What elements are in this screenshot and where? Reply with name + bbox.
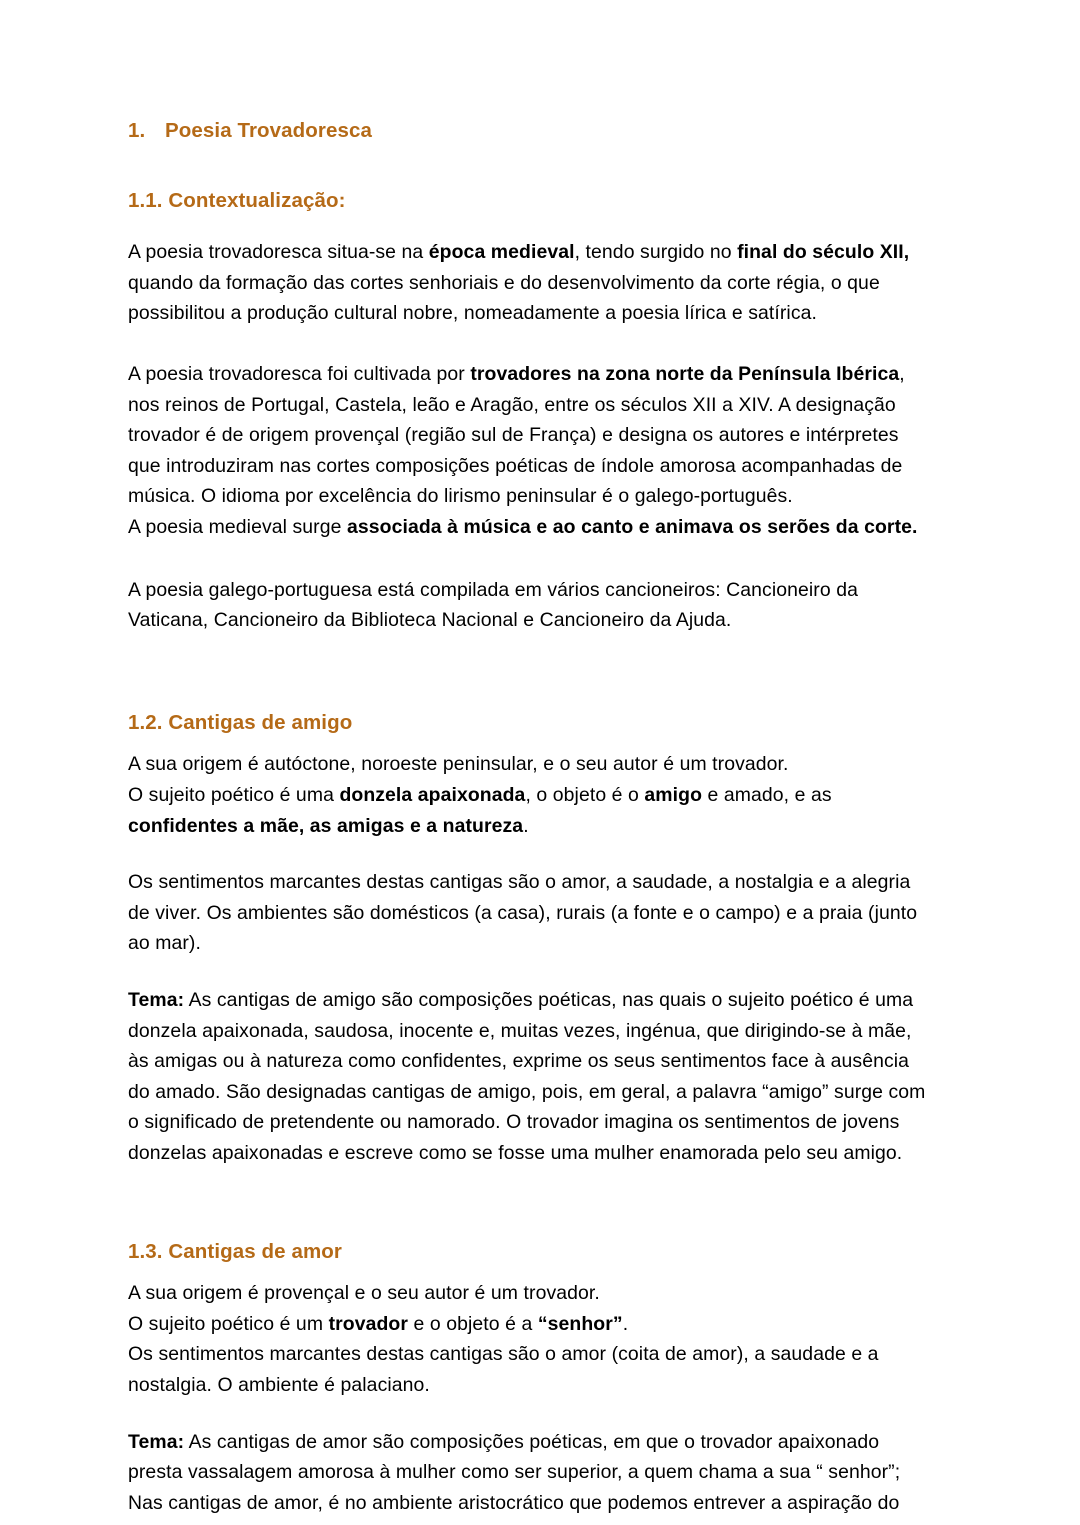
text-run: e o objeto é a [408, 1312, 538, 1335]
text-run: , nos reinos de Portugal, Castela, leão e Aragão, entre os séculos XII a XIV. A designação trovador é de origem provençal (região sul de França) e designa os autores e intérpretes que introduziram nas cortes composições poéticas de índole amorosa acompanhadas de música. O idioma por excelência do lirismo peninsular é o galego-português. [128, 363, 905, 508]
bold-run: donzela apaixonada [339, 784, 526, 806]
section-1-3-heading: 1.3. Cantigas de amor [128, 1239, 343, 1263]
text-run: , o objeto é o [525, 784, 645, 806]
text-run: O sujeito poético é um [128, 1312, 329, 1335]
text-run: , tendo surgido no [574, 241, 738, 264]
spacer [128, 144, 933, 188]
spacer [128, 1169, 933, 1239]
tema-label: Tema: [128, 988, 185, 1011]
section-1-2-paragraph-1: A sua origem é autóctone, noroeste peninsular, e o seu autor é um trovador. [128, 753, 789, 776]
section-1-2-paragraph-3: Os sentimentos marcantes destas cantigas são o amor, a saudade, a nostalgia e a alegria de viver. Os ambientes são domésticos (a casa), rurais (a fonte e o campo) e a praia (junto ao mar). [128, 871, 918, 955]
text-run: O sujeito poético é uma [128, 784, 340, 806]
text-run: quando da formação das cortes senhoriais e do desenvolvimento da corte régia, o que possibilitou a produção cultural nobre, nomeadamente a poesia lírica e satírica. [128, 271, 880, 325]
section-1-1-paragraph-3 [128, 512, 933, 543]
section-1-3-paragraph-1: A sua origem é provençal e o seu autor é um trovador. [128, 1282, 600, 1305]
text-run: A poesia trovadoresca foi cultivada por [128, 363, 471, 386]
bold-run: “senhor” [537, 1312, 623, 1335]
spacer [128, 636, 933, 710]
section-1-3-paragraph-2 [128, 1309, 933, 1340]
bold-run: final do século XII, [737, 241, 910, 264]
section-1-1-heading: 1.1. Contextualização: [128, 188, 346, 212]
spacer [128, 959, 933, 985]
tema-label: Tema: [128, 1430, 185, 1453]
section-1-2-paragraph-4 [128, 985, 933, 1169]
section-1-title: Poesia Trovadoresca [165, 119, 373, 142]
section-1-1-paragraph-2 [128, 359, 933, 512]
spacer [128, 213, 933, 237]
section-1-heading [128, 118, 933, 144]
bold-run: trovadores na zona norte da Península Ibérica [470, 363, 900, 386]
text-run: . [622, 1312, 629, 1335]
text-run: A poesia trovadoresca situa-se na [128, 241, 429, 264]
bold-run: associada à música e ao canto e animava os serões da corte. [347, 516, 918, 538]
section-1-1-paragraph-4: A poesia galego-portuguesa está compilada em vários cancioneiros: Cancioneiro da Vaticana, Cancioneiro da Biblioteca Nacional e Cancioneiro da Ajuda. [128, 578, 858, 632]
spacer [128, 841, 933, 867]
document-body [128, 118, 933, 1518]
spacer [128, 1264, 933, 1278]
section-1-3-paragraph-4 [128, 1427, 933, 1519]
spacer [128, 735, 933, 749]
spacer [128, 1401, 933, 1427]
spacer [128, 543, 933, 575]
bold-run: trovador [328, 1312, 408, 1335]
bold-run: época medieval [428, 241, 575, 264]
section-1-2-paragraph-2 [128, 780, 933, 841]
bold-run: amigo [644, 784, 703, 806]
text-run: A poesia medieval surge [128, 516, 347, 538]
section-1-2-heading: 1.2. Cantigas de amigo [128, 710, 353, 734]
bold-run: confidentes a mãe, as amigas e a natureza [128, 814, 524, 837]
section-1-list [128, 118, 933, 144]
spacer [128, 329, 933, 359]
section-1-3-paragraph-3: Os sentimentos marcantes destas cantigas são o amor (coita de amor), a saudade e a nostalgia. O ambiente é palaciano. [128, 1343, 879, 1396]
text-run: . [523, 814, 529, 837]
section-1-number: 1. [128, 119, 146, 142]
section-1-1-paragraph-1 [128, 237, 933, 329]
text-run: e amado, e as [702, 784, 832, 806]
text-run: As cantigas de amigo são composições poéticas, nas quais o sujeito poético é uma donzela apaixonada, saudosa, inocente e, muitas vezes, ingénua, que dirigindo-se à mãe, às amigas ou à natureza como confidentes, exprime os seus sentimentos face à ausência do amado. São designadas cantigas de amigo, pois, em geral, a palavra “amigo” surge com o significado de pretendente ou namorado. O trovador imagina os sentimentos de jovens donzelas apaixonadas e escreve como se fosse uma mulher enamorada pelo seu amigo. [128, 988, 926, 1164]
text-run: As cantigas de amor são composições poéticas, em que o trovador apaixonado presta vassalagem amorosa à mulher como ser superior, a quem chama a sua “ senhor”; Nas cantigas de amor, é no ambiente aristocrático que podemos entrever a aspiração do [128, 1430, 901, 1514]
